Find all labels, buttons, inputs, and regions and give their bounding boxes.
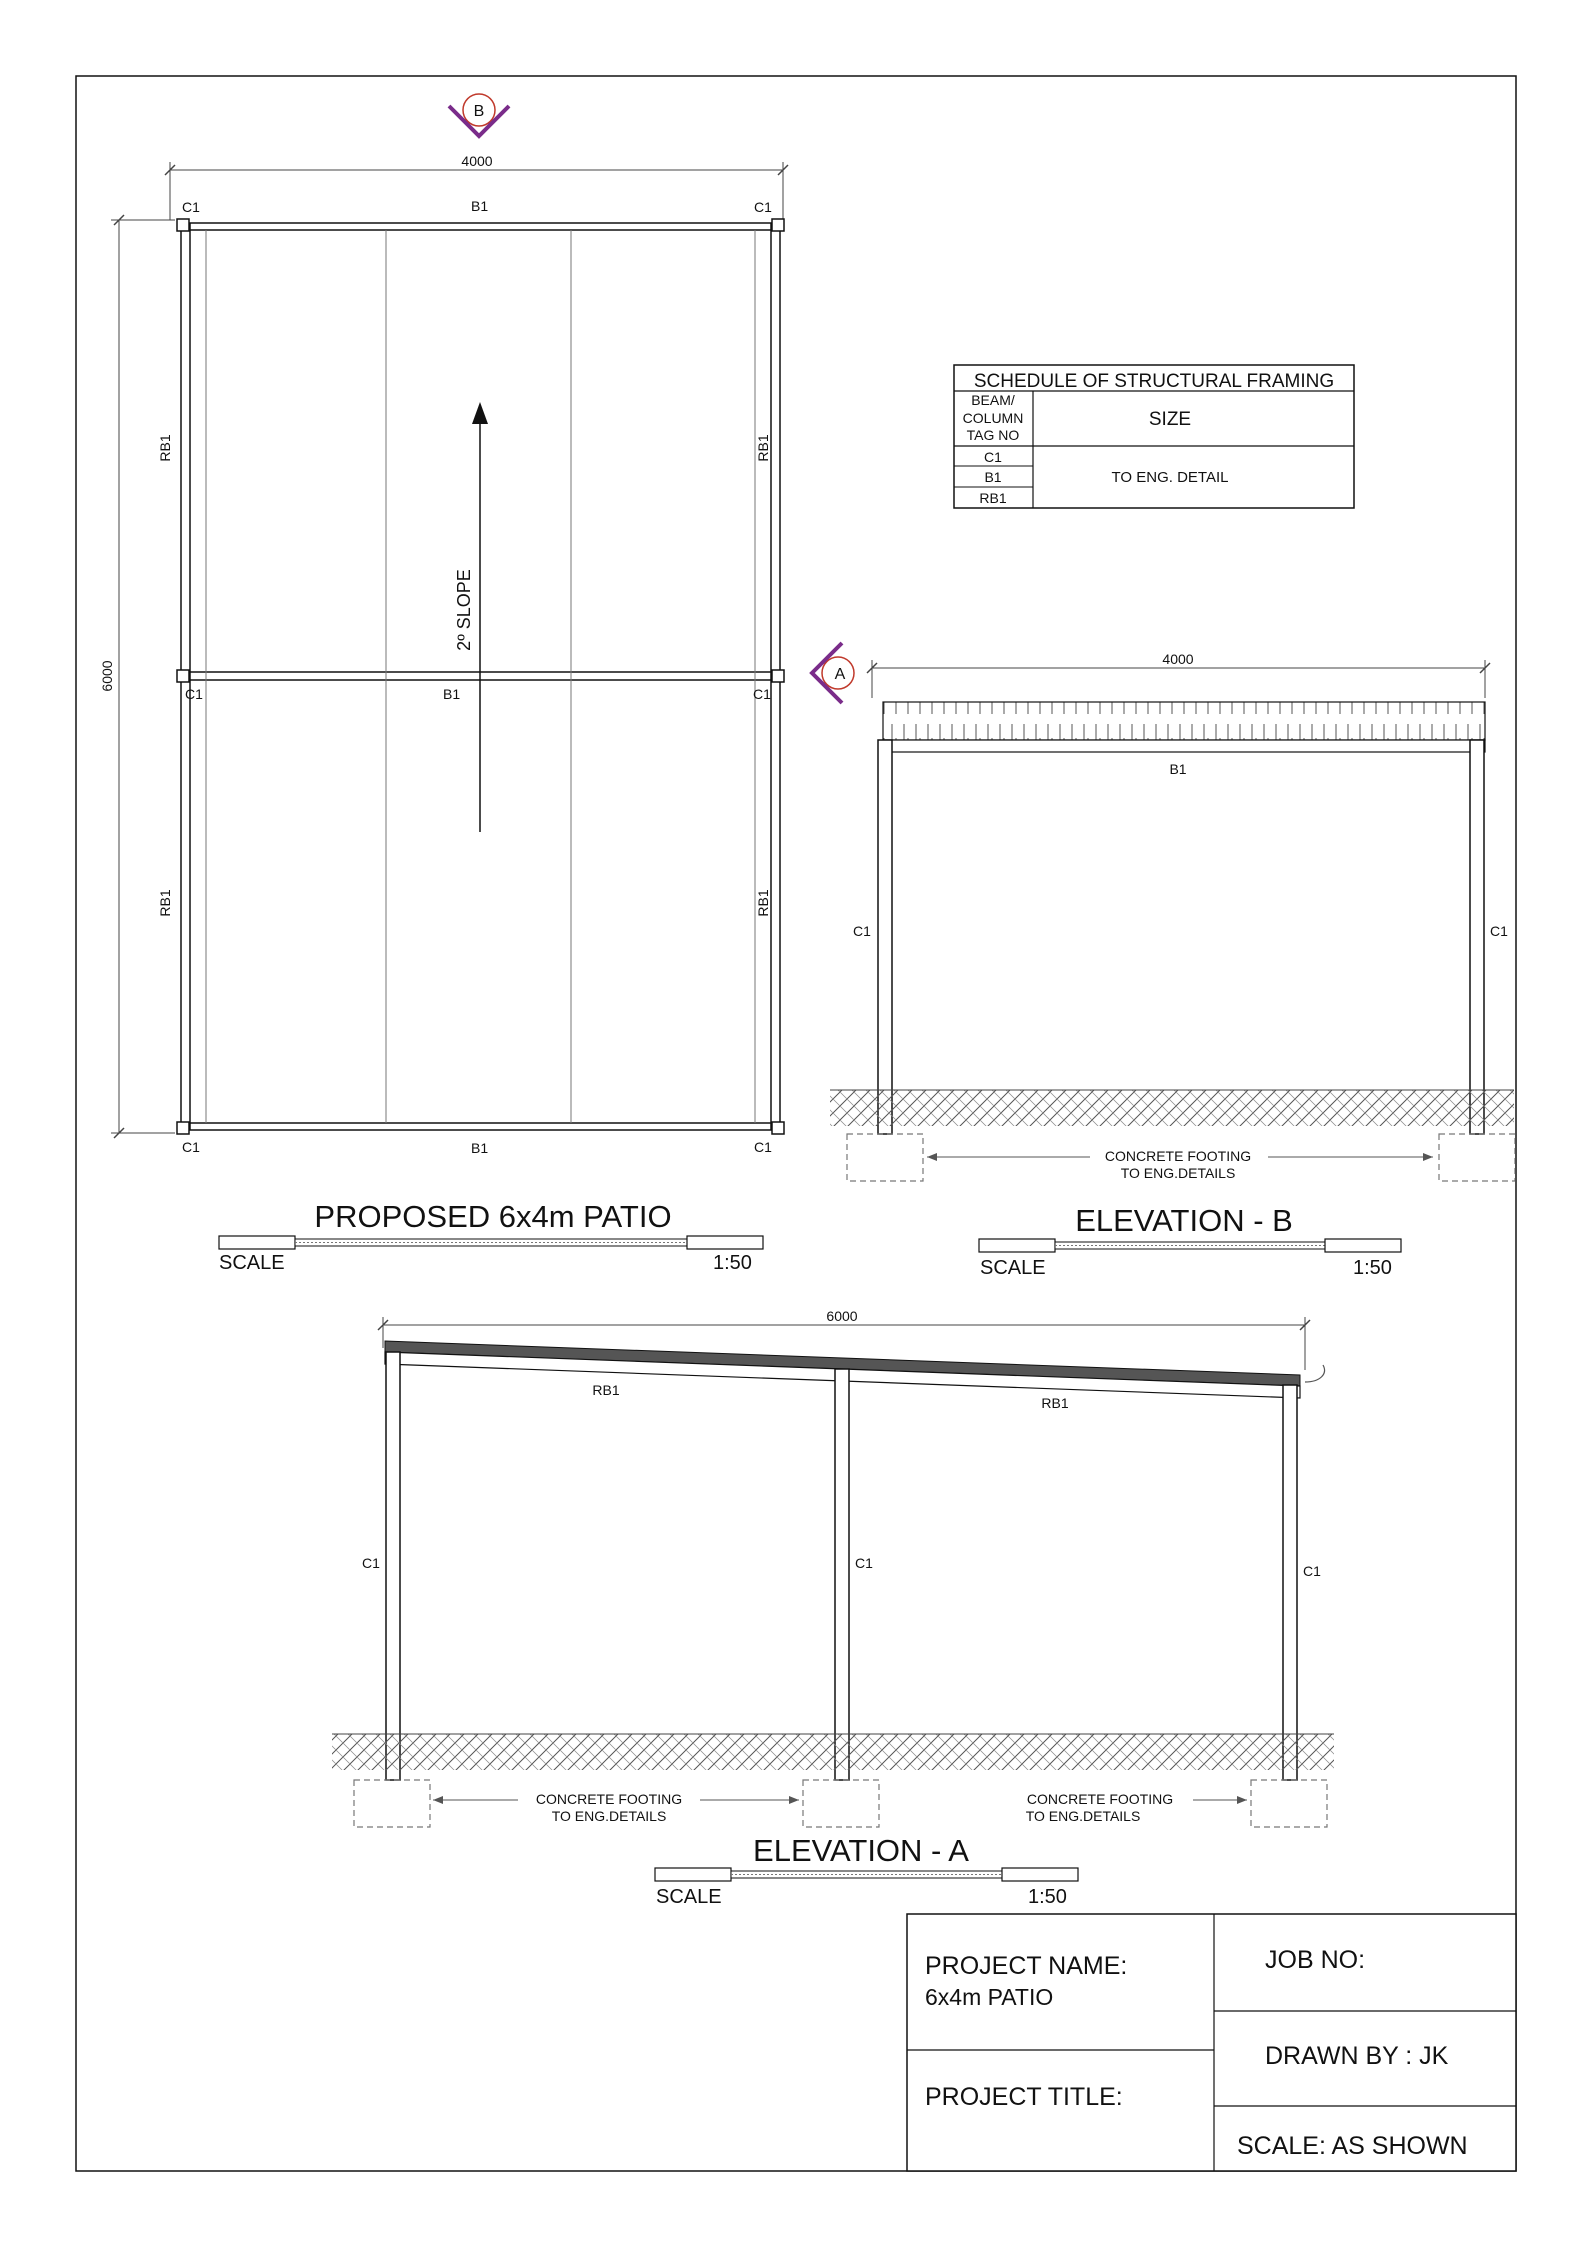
plan-column <box>772 219 784 231</box>
plan-dim-width-label: 4000 <box>461 153 493 169</box>
plan-tag-c1: C1 <box>754 1139 772 1155</box>
framing-schedule-table <box>954 365 1354 508</box>
elevation-a-footing <box>803 1780 879 1827</box>
elevation-b-footing <box>1439 1134 1515 1181</box>
elevation-b-footing-note-1: CONCRETE FOOTING <box>1104 1148 1252 1164</box>
elevation-a-scale-bar <box>655 1868 1078 1908</box>
elevation-a-footing <box>354 1780 430 1827</box>
elevation-b-footing <box>847 1134 923 1181</box>
section-marker-a-label: A <box>834 666 846 683</box>
elevation-a-scale-ratio: 1:50 <box>1028 1886 1067 1908</box>
elevation-b-scale-label: SCALE <box>980 1257 1046 1279</box>
elevation-b-footing-note-2: TO ENG.DETAILS <box>1120 1165 1236 1181</box>
schedule-size-value: TO ENG. DETAIL <box>1111 469 1229 486</box>
elevation-b-beam-label: B1 <box>1169 761 1187 777</box>
elevation-a-scale-label: SCALE <box>656 1886 722 1908</box>
plan-tag-rb1: RB1 <box>157 434 173 462</box>
plan-tag-b1: B1 <box>471 1140 489 1156</box>
schedule-header-tag-1: BEAM/ <box>971 392 1015 408</box>
plan-tag-c1: C1 <box>754 199 772 215</box>
schedule-header-tag-3: TAG NO <box>966 427 1020 443</box>
elevation-a-column <box>386 1352 400 1780</box>
section-marker-b[interactable] <box>449 94 509 136</box>
elevation-a-footing-note-2: TO ENG.DETAILS <box>551 1808 667 1824</box>
slope-label: 2º SLOPE <box>454 569 474 651</box>
section-marker-a[interactable] <box>812 643 854 703</box>
title-block-job-no: JOB NO: <box>1265 1946 1366 1974</box>
elevation-a-dim-label: 6000 <box>826 1308 858 1324</box>
plan-tag-c1: C1 <box>185 686 203 702</box>
elevation-b-column-label: C1 <box>1490 923 1508 939</box>
plan-view <box>99 94 788 1274</box>
elevation-b-scale-ratio: 1:50 <box>1353 1257 1392 1279</box>
slope-arrow <box>454 402 488 832</box>
plan-scale-bar <box>219 1236 763 1274</box>
schedule-row-b1: B1 <box>984 469 1002 485</box>
elevation-b-column <box>1470 740 1484 1134</box>
plan-tag-c1: C1 <box>182 1139 200 1155</box>
elevation-a-footing-note-1: CONCRETE FOOTING <box>535 1791 683 1807</box>
elevation-b-dim-label: 4000 <box>1162 651 1194 667</box>
title-block-scale: SCALE: AS SHOWN <box>1237 2132 1468 2160</box>
plan-column <box>177 670 189 682</box>
plan-tag-c1: C1 <box>753 686 771 702</box>
title-block <box>907 1914 1516 2171</box>
elevation-a-rafter-label: RB1 <box>592 1382 620 1398</box>
schedule-row-rb1: RB1 <box>979 490 1007 506</box>
plan-dim-length-label: 6000 <box>99 660 115 692</box>
elevation-b-scale-bar <box>979 1239 1401 1279</box>
schedule-header-tag-2: COLUMN <box>962 410 1024 426</box>
elevation-a-column <box>1283 1385 1297 1780</box>
plan-tag-rb1: RB1 <box>157 889 173 917</box>
elevation-b-title: ELEVATION - B <box>1075 1203 1293 1238</box>
elevation-a-column <box>835 1369 849 1780</box>
plan-column <box>177 1122 189 1134</box>
elevation-b-column-label: C1 <box>853 923 871 939</box>
plan-tag-b1: B1 <box>443 686 461 702</box>
plan-scale-label: SCALE <box>219 1252 285 1274</box>
elevation-a-title: ELEVATION - A <box>753 1833 969 1868</box>
plan-scale-ratio: 1:50 <box>713 1252 752 1274</box>
plan-column <box>772 670 784 682</box>
elevation-b <box>812 643 1515 1279</box>
title-block-project-name-label: PROJECT NAME: <box>925 1952 1128 1980</box>
schedule-title: SCHEDULE OF STRUCTURAL FRAMING <box>973 371 1335 392</box>
elevation-a-footing-note-1: CONCRETE FOOTING <box>1026 1791 1174 1807</box>
elevation-a <box>332 1308 1334 1908</box>
plan-dim-length <box>99 215 175 1138</box>
elevation-b-column <box>878 740 892 1134</box>
schedule-header-size: SIZE <box>1148 409 1192 430</box>
elevation-a-column-label: C1 <box>855 1555 873 1571</box>
schedule-row-c1: C1 <box>984 449 1002 465</box>
elevation-a-footing <box>1251 1780 1327 1827</box>
title-block-project-title-label: PROJECT TITLE: <box>925 2083 1123 2111</box>
title-block-project-name-value: 6x4m PATIO <box>925 1984 1054 2010</box>
elevation-a-column-label: C1 <box>1303 1563 1321 1579</box>
title-block-drawn-by: DRAWN BY : JK <box>1265 2042 1449 2070</box>
plan-tag-c1: C1 <box>182 199 200 215</box>
section-marker-b-label: B <box>473 103 485 120</box>
elevation-a-footing-note-2: TO ENG.DETAILS <box>1025 1808 1141 1824</box>
plan-title: PROPOSED 6x4m PATIO <box>314 1199 672 1234</box>
plan-tag-rb1: RB1 <box>755 889 771 917</box>
plan-column <box>177 219 189 231</box>
plan-tag-b1: B1 <box>471 198 489 214</box>
elevation-a-rafter-label: RB1 <box>1041 1395 1069 1411</box>
plan-tag-rb1: RB1 <box>755 434 771 462</box>
plan-column <box>772 1122 784 1134</box>
elevation-a-column-label: C1 <box>362 1555 380 1571</box>
